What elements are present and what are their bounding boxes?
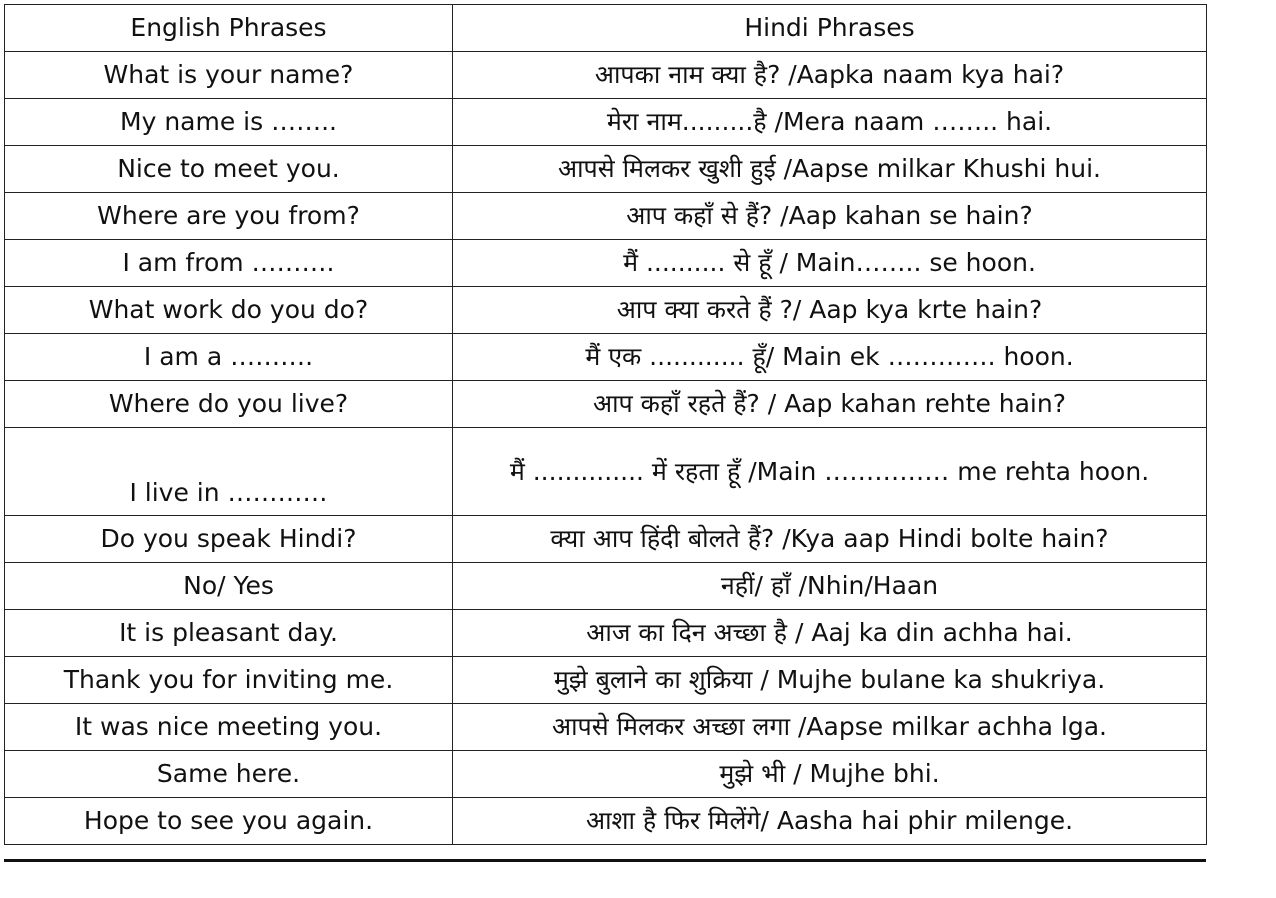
hindi-phrase: आज का दिन अच्छा है / Aaj ka din achha hai.: [453, 610, 1207, 657]
table-row: [5, 287, 1207, 334]
english-phrase: It was nice meeting you.: [5, 704, 453, 751]
hindi-phrase: आशा है फिर मिलेंगे/ Aasha hai phir milenge.: [453, 798, 1207, 845]
hindi-phrase: मुझे भी / Mujhe bhi.: [453, 751, 1207, 798]
table-row: [5, 751, 1207, 798]
english-phrase: It is pleasant day.: [5, 610, 453, 657]
hindi-phrase: आप कहाँ रहते हैं? / Aap kahan rehte hain?: [453, 381, 1207, 428]
english-phrase: What work do you do?: [5, 287, 453, 334]
table-row: [5, 99, 1207, 146]
hindi-phrase: आपसे मिलकर अच्छा लगा /Aapse milkar achha lga.: [453, 704, 1207, 751]
hindi-phrase: मैं .............. में रहता हूँ /Main …………… me rehta hoon.: [453, 428, 1207, 516]
hindi-phrase: आपसे मिलकर खुशी हुई /Aapse milkar Khushi hui.: [453, 146, 1207, 193]
english-phrase: What is your name?: [5, 52, 453, 99]
table-row: [5, 240, 1207, 287]
table-row: [5, 193, 1207, 240]
table-row: [5, 334, 1207, 381]
column-header-english: English Phrases: [5, 5, 453, 52]
english-phrase: Where are you from?: [5, 193, 453, 240]
english-phrase: Where do you live?: [5, 381, 453, 428]
table-row: [5, 704, 1207, 751]
english-phrase: I am a ……….: [5, 334, 453, 381]
phrase-table-container: [4, 4, 1206, 845]
hindi-phrase: आपका नाम क्या है? /Aapka naam kya hai?: [453, 52, 1207, 99]
hindi-phrase: नहीं/ हाँ /Nhin/Haan: [453, 563, 1207, 610]
hindi-phrase: मैं .......... से हूँ / Main…….. se hoon.: [453, 240, 1207, 287]
table-row: [5, 610, 1207, 657]
hindi-phrase: क्या आप हिंदी बोलते हैं? /Kya aap Hindi bolte hain?: [453, 516, 1207, 563]
table-row: [5, 381, 1207, 428]
table-row: [5, 428, 1207, 516]
english-phrase: Nice to meet you.: [5, 146, 453, 193]
english-phrase: Thank you for inviting me.: [5, 657, 453, 704]
hindi-phrase: मैं एक ............ हूँ/ Main ek …………. hoon.: [453, 334, 1207, 381]
hindi-phrase: आप क्या करते हैं ?/ Aap kya krte hain?: [453, 287, 1207, 334]
english-phrase: I am from ……….: [5, 240, 453, 287]
english-phrase: Do you speak Hindi?: [5, 516, 453, 563]
hindi-phrase: मुझे बुलाने का शुक्रिया / Mujhe bulane ka shukriya.: [453, 657, 1207, 704]
column-header-hindi: Hindi Phrases: [453, 5, 1207, 52]
english-phrase: No/ Yes: [5, 563, 453, 610]
english-phrase: My name is ……..: [5, 99, 453, 146]
table-row: [5, 563, 1207, 610]
phrase-table: [4, 4, 1207, 845]
english-phrase: Hope to see you again.: [5, 798, 453, 845]
table-bottom-rule: [4, 859, 1206, 862]
hindi-phrase: मेरा नाम.........है /Mera naam …….. hai.: [453, 99, 1207, 146]
hindi-phrase: आप कहाँ से हैं? /Aap kahan se hain?: [453, 193, 1207, 240]
table-row: [5, 146, 1207, 193]
english-phrase: I live in …………: [5, 428, 453, 516]
english-phrase: Same here.: [5, 751, 453, 798]
table-row: [5, 516, 1207, 563]
table-row: [5, 798, 1207, 845]
table-row: [5, 52, 1207, 99]
table-header-row: [5, 5, 1207, 52]
table-row: [5, 657, 1207, 704]
